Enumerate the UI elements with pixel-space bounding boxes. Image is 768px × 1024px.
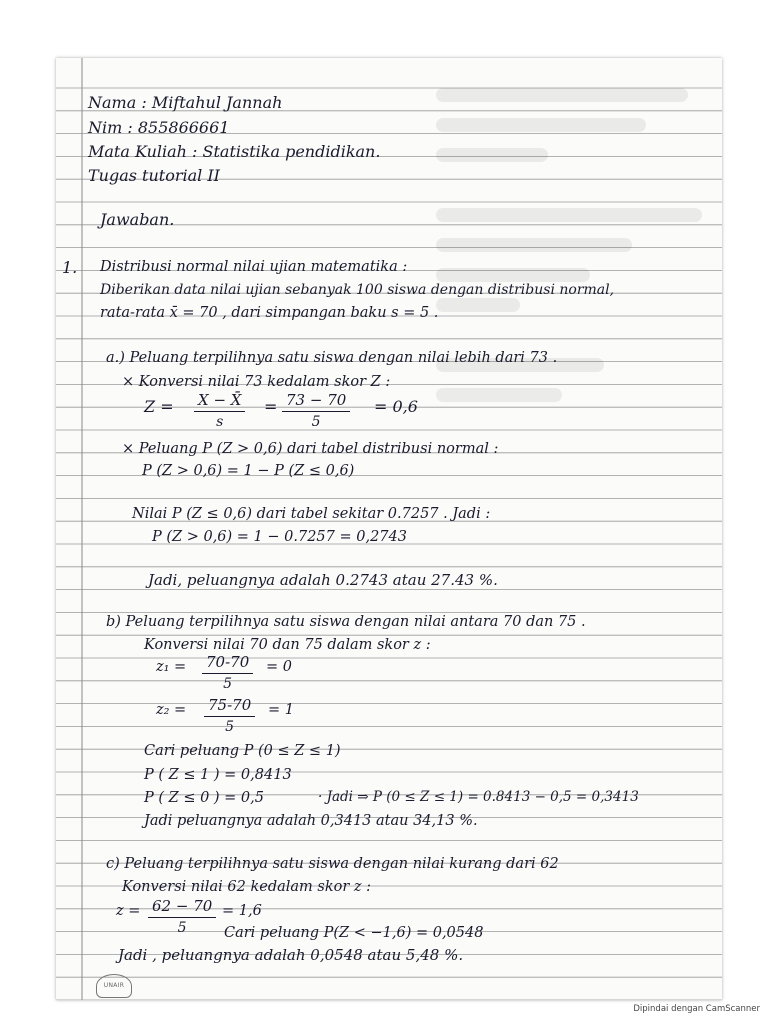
- part-b-fraction-2: [204, 696, 255, 735]
- part-c-title: c) Peluang terpilihnya satu siswa dengan nilai kurang dari 62: [106, 856, 559, 872]
- part-c-frac-den: 5: [177, 920, 187, 936]
- part-a-frac1-den: s: [216, 414, 224, 430]
- part-c-fraction: [148, 897, 216, 936]
- part-a-konversi: × Konversi nilai 73 kedalam skor Z :: [122, 374, 391, 390]
- part-a-fraction-1: [194, 391, 245, 430]
- part-a-frac2-den: 5: [311, 414, 321, 430]
- part-b-z2-lhs: z₂ =: [156, 702, 187, 718]
- part-b-title: b) Peluang terpilihnya satu siswa dengan nilai antara 70 dan 75 .: [106, 614, 586, 630]
- part-a-title: a.) Peluang terpilihnya satu siswa dengan nilai lebih dari 73 .: [106, 350, 558, 366]
- intro-line-3: rata-rata x̄ = 70 , dari simpangan baku s = 5 .: [100, 305, 439, 321]
- part-a-frac1-num: X − X̄: [194, 391, 245, 412]
- intro-line-1: Distribusi normal nilai ujian matematika :: [100, 259, 408, 275]
- part-a-conclusion: Jadi, peluangnya adalah 0.2743 atau 27.43 %.: [148, 571, 498, 589]
- nim-line: Nim : 855866661: [88, 118, 230, 137]
- part-c-cari: Cari peluang P(Z < −1,6) = 0,0548: [224, 925, 484, 941]
- question-number: 1.: [62, 258, 78, 277]
- part-c-konversi: Konversi nilai 62 kedalam skor z :: [122, 879, 372, 895]
- part-c-conclusion: Jadi , peluangnya adalah 0,0548 atau 5,48 %.: [118, 946, 464, 964]
- part-a-z-eq: =: [264, 397, 278, 416]
- tugas-line: Tugas tutorial II: [88, 166, 220, 185]
- part-b-frac2-num: 75-70: [204, 696, 255, 717]
- intro-line-2: Diberikan data nilai ujian sebanyak 100 siswa dengan distribusi normal,: [100, 282, 615, 298]
- part-a-frac2-num: 73 − 70: [282, 391, 350, 412]
- part-a-step-1: P (Z > 0,6) = 1 − P (Z ≤ 0,6): [142, 463, 355, 479]
- notebook-paper: [56, 58, 722, 1000]
- part-c-z-lhs: z =: [116, 903, 141, 919]
- part-a-z-result: = 0,6: [374, 397, 418, 416]
- part-b-z1-result: = 0: [266, 659, 292, 675]
- part-c-z-result: = 1,6: [222, 903, 262, 919]
- part-b-p1: P ( Z ≤ 1 ) = 0,8413: [144, 767, 292, 783]
- part-b-frac1-num: 70-70: [202, 653, 253, 674]
- part-a-peluang: × Peluang P (Z > 0,6) dari tabel distribusi normal :: [122, 441, 499, 457]
- camscanner-watermark: Dipindai dengan CamScanner: [633, 1004, 760, 1014]
- part-b-frac2-den: 5: [225, 719, 235, 735]
- part-a-step-3: P (Z > 0,6) = 1 − 0.7257 = 0,2743: [152, 529, 407, 545]
- part-a-fraction-2: [282, 391, 350, 430]
- part-b-z1-lhs: z₁ =: [156, 659, 187, 675]
- part-b-cari: Cari peluang P (0 ≤ Z ≤ 1): [144, 743, 341, 759]
- jawaban-heading: Jawaban.: [100, 210, 175, 229]
- part-b-jadi-calc: · Jadi ⇒ P (0 ≤ Z ≤ 1) = 0.8413 − 0,5 = 0,3413: [318, 789, 639, 805]
- part-b-p2: P ( Z ≤ 0 ) = 0,5: [144, 790, 264, 806]
- part-a-z-lhs: Z =: [144, 397, 174, 416]
- part-b-fraction-1: [202, 653, 253, 692]
- mata-kuliah-line: Mata Kuliah : Statistika pendidikan.: [88, 142, 381, 161]
- university-logo-stamp: UNAIR: [96, 974, 132, 998]
- part-b-conclusion: Jadi peluangnya adalah 0,3413 atau 34,13 %.: [144, 813, 478, 829]
- nama-line: Nama : Miftahul Jannah: [88, 93, 283, 112]
- part-c-frac-num: 62 − 70: [148, 897, 216, 918]
- part-a-step-2: Nilai P (Z ≤ 0,6) dari tabel sekitar 0.7257 . Jadi :: [132, 506, 491, 522]
- part-b-konversi: Konversi nilai 70 dan 75 dalam skor z :: [144, 637, 431, 653]
- part-b-frac1-den: 5: [223, 676, 233, 692]
- part-b-z2-result: = 1: [268, 702, 294, 718]
